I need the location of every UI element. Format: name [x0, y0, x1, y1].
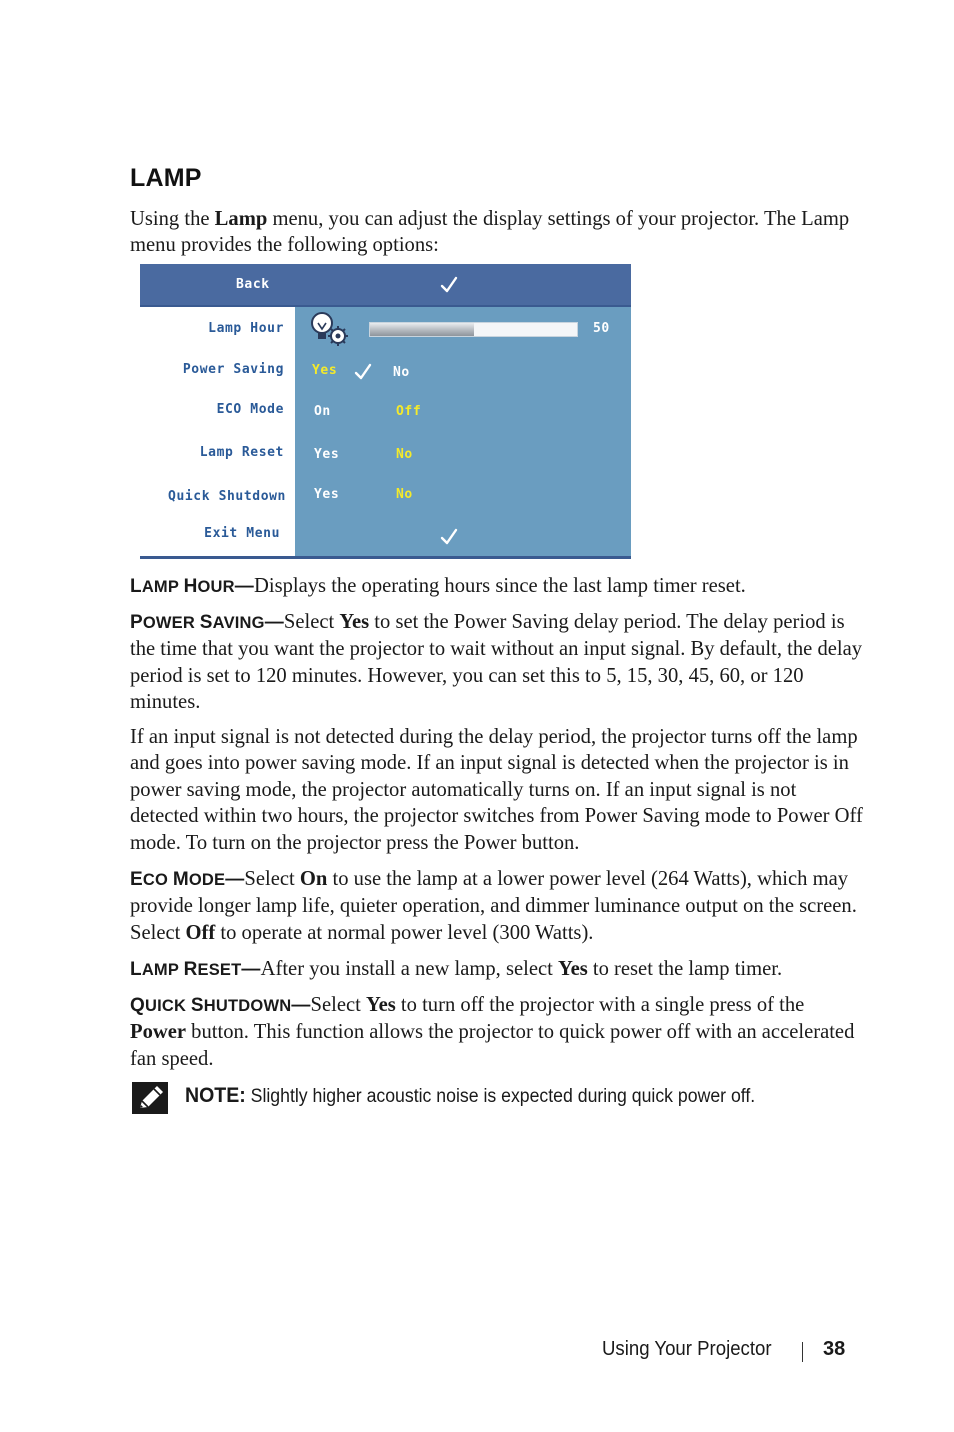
power-saving-yes-option[interactable]: Yes	[312, 363, 338, 378]
back-label[interactable]: Back	[236, 277, 270, 292]
lamp-hour-description	[130, 573, 865, 600]
checkmark-icon[interactable]	[440, 528, 458, 546]
note-label: NOTE:	[185, 1084, 246, 1107]
osd-bottom-border	[140, 556, 631, 559]
menu-item-eco-mode[interactable]: ECO Mode	[216, 402, 284, 417]
quick-shutdown-description: QUICK SHUTDOWN—Select Yes to turn off the projector with a single press of the Power button. This function allows the projector to quick power off with an accelerated fan speed.	[130, 994, 855, 1070]
lamp-settings-icon	[309, 310, 351, 348]
pencil-note-icon	[132, 1082, 168, 1114]
note-body: Slightly higher acoustic noise is expected during quick power off.	[245, 1086, 756, 1107]
lamp-hour-value: 50	[593, 321, 610, 336]
page-number: 38	[823, 1338, 846, 1360]
lamp-osd-menu	[140, 264, 631, 559]
lamp-reset-yes-option[interactable]: Yes	[314, 447, 340, 462]
menu-item-lamp-reset[interactable]: Lamp Reset	[199, 445, 284, 460]
lamp-hour-bar	[369, 322, 578, 337]
eco-mode-off-option[interactable]: Off	[396, 404, 422, 419]
intro-bold-lamp: Lamp	[214, 208, 268, 230]
quick-shutdown-yes-option[interactable]: Yes	[314, 487, 340, 502]
footer-separator	[802, 1342, 803, 1362]
menu-item-quick-shutdown[interactable]: Quick Shutdown	[168, 489, 286, 504]
intro-text: Using the	[130, 208, 215, 230]
intro-text-rest: menu, you can adjust the display settings of your projector. The Lamp menu provides the following options:	[130, 208, 850, 257]
menu-item-lamp-hour[interactable]: Lamp Hour	[208, 321, 284, 336]
osd-header[interactable]	[140, 264, 631, 305]
menu-item-power-saving[interactable]: Power Saving	[182, 362, 284, 377]
power-saving-detail: If an input signal is not detected during the delay period, the projector turns off the lamp and goes into power saving mode. If an input signal is detected when the projector is in power saving mode, the projector automatically turns on. If an input signal is not detected within two hours, the projector switches from Power Saving mode to Power Off mode. To turn on the projector press the Power button.	[130, 726, 863, 854]
eco-mode-description: ECO MODE—Select On to use the lamp at a lower power level (264 Watts), which may provide longer lamp life, quieter operation, and dimmer luminance output on the screen. Select Off to operate at normal power level (300 Watts).	[130, 868, 857, 944]
term-quick-shutdown: QUICK SHUTDOWN—	[130, 995, 311, 1016]
intro-paragraph	[130, 206, 865, 259]
menu-item-exit-menu[interactable]: Exit Menu	[204, 526, 280, 541]
term-lamp-reset: LAMP RESET—	[130, 959, 261, 980]
footer-chapter-title: Using Your Projector	[602, 1338, 772, 1360]
section-title: LAMP	[130, 164, 202, 192]
lamp-hour-bar-fill	[370, 323, 474, 336]
checkmark-icon	[354, 363, 372, 381]
term-eco-mode: ECO MODE—	[130, 869, 245, 890]
checkmark-icon[interactable]	[440, 276, 458, 294]
eco-mode-on-option[interactable]: On	[314, 404, 331, 419]
term-lamp-hour: LAMP HOUR—	[130, 576, 254, 597]
lamp-reset-description: LAMP RESET—After you install a new lamp, select Yes to reset the lamp timer.	[130, 958, 783, 980]
lamp-reset-no-option[interactable]: No	[396, 447, 413, 462]
lamp-hour-text: Displays the operating hours since the last lamp timer reset.	[253, 575, 746, 597]
note-text	[185, 1084, 755, 1108]
power-saving-no-option[interactable]: No	[393, 365, 410, 380]
term-power-saving: POWER SAVING—	[130, 612, 284, 633]
power-saving-description: POWER SAVING—Select Yes to set the Power Saving delay period. The delay period is the time that you want the projector to wait without an input signal. By default, the delay period is set to 120 minutes. However, you can set this to 5, 15, 30, 45, 60, or 120 minutes.	[130, 611, 863, 714]
quick-shutdown-no-option[interactable]: No	[396, 487, 413, 502]
